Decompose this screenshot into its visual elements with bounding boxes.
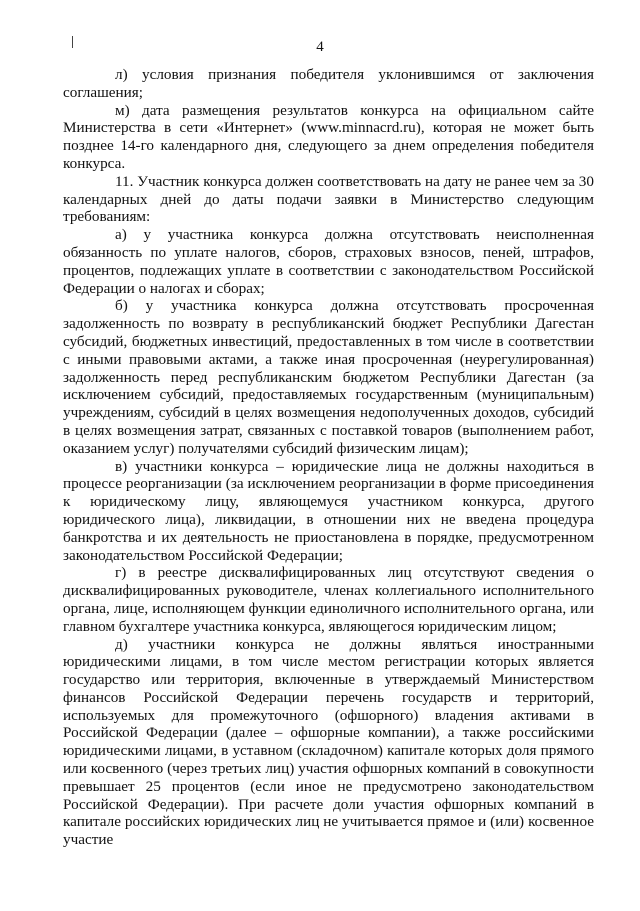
paragraph-b-no-budget-arrears: б) у участника конкурса должна отсутствовать просроченная задолженность по возврату в республиканский бюджет Республики Дагестан субсидий, бюджетных инвестиций, предоставленных в том числе в соответствии с иными правовыми актами, а также иная просроченная (неурегулированная) задолженность перед республиканским бюджетом Республики Дагестан (за исключением субсидий, предоставляемых государственным (муниципальным) учреждениям, субсидий в целях возмещения недополученных доходов, субсидий в целях возмещения затрат, связанных с поставкой товаров (выполнением работ, оказанием услуг) получателями субсидий физическим лицам); (63, 297, 594, 457)
paragraph-l-terms-of-winner-evasion: л) условия признания победителя уклонившимся от заключения соглашения; (63, 66, 594, 101)
paragraph-m-results-publication-date: м) дата размещения результатов конкурса на официальном сайте Министерства в сети «Интернет» (www.minnacrd.ru), которая не может быть позднее 14-го календарного дня, следующего за днем определения победителя конкурса. (63, 101, 594, 172)
paragraph-d-no-foreign-offshore-entities: д) участники конкурса не должны являться иностранными юридическими лицами, в том числе местом регистрации которых является государство или территория, включенные в утверждаемый Министерством финансов Российской Федерации перечень государств и территорий, используемых для промежуточного (офшорного) владения активами в Российской Федерации (далее – офшорные компании), а также российскими юридическими лицами, в уставном (складочном) капитале которых доля прямого или косвенного (через третьих лиц) участия офшорных компаний в совокупности превышает 25 процентов (если иное не предусмотрено законодательством Российской Федерации). При расчете доли участия офшорных компаний в капитале российских юридических лиц не учитывается прямое и (или) косвенное участие (63, 635, 594, 849)
paragraph-11-participant-requirements: 11. Участник конкурса должен соответствовать на дату не ранее чем за 30 календарных дней до даты подачи заявки в Министерство следующим требованиям: (63, 172, 594, 226)
page-number: 4 (316, 39, 324, 55)
paragraph-a-no-tax-arrears: а) у участника конкурса должна отсутствовать неисполненная обязанность по уплате налогов, сборов, страховых взносов, пеней, штрафов, процентов, подлежащих уплате в соответствии с законодательством Российской Федерации о налогах и сборах; (63, 226, 594, 297)
paragraph-v-no-reorganization-liquidation: в) участники конкурса – юридические лица не должны находиться в процессе реорганизации (за исключением реорганизации в форме присоединения к юридическому лицу, являющемуся участником конкурса, другого юридического лица), ликвидации, в отношении них не введена процедура банкротства и их деятельность не приостановлена в порядке, предусмотренном законодательством Российской Федерации; (63, 457, 594, 564)
document-body (63, 66, 594, 849)
paragraph-g-disqualified-persons-registry: г) в реестре дисквалифицированных лиц отсутствуют сведения о дисквалифицированных руководителе, членах коллегиального исполнительного органа, лице, исполняющем функции единоличного исполнительного органа, или главном бухгалтере участника конкурса, являющегося юридическим лицом; (63, 564, 594, 635)
